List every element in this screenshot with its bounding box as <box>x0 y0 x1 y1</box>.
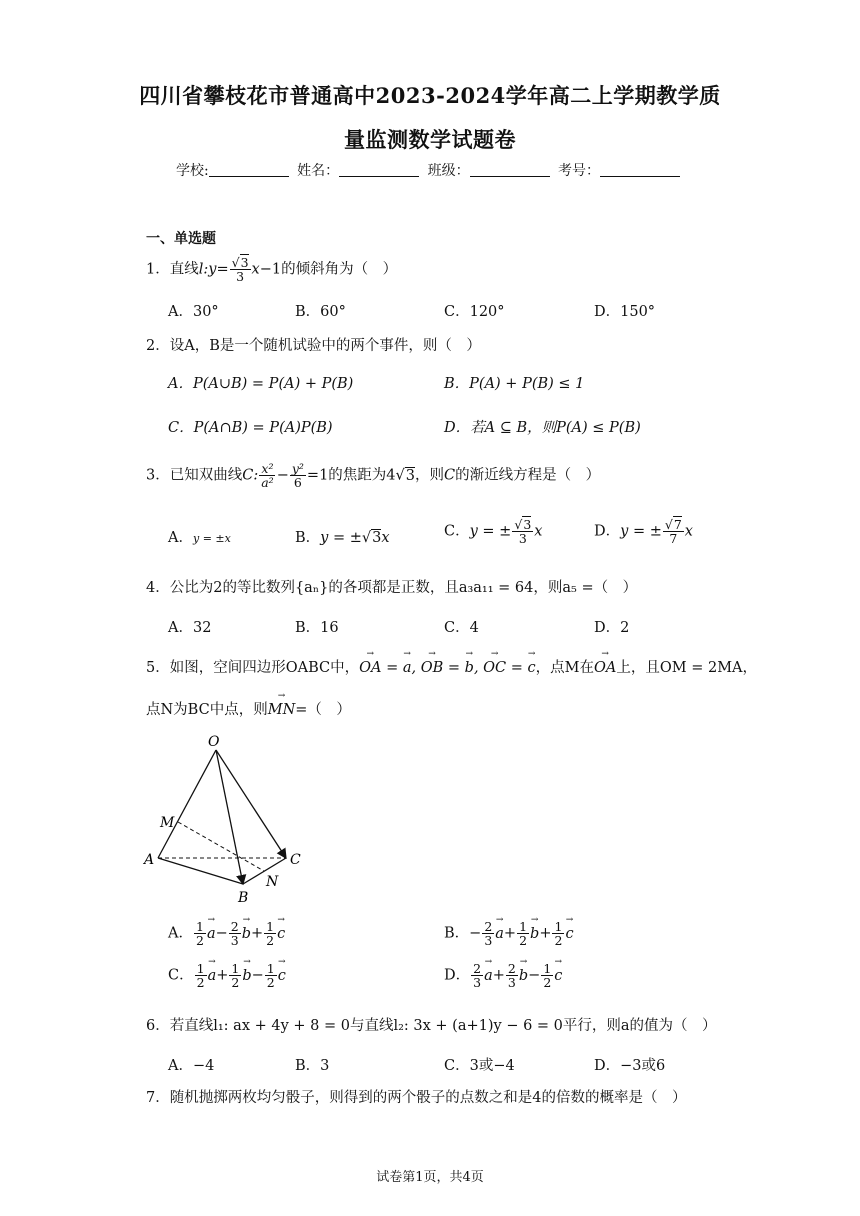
question-number: 4． <box>146 580 170 596</box>
name-label: 姓名： <box>297 163 340 179</box>
question-text: =（ ） <box>295 702 351 718</box>
school-label: 学校: <box>175 163 209 179</box>
label-c: C <box>290 852 301 868</box>
question-text: 上，且OM = 2MA， <box>616 660 758 676</box>
question-text: 若直线l₁: ax + 4y + 8 = 0与直线l₂: 3x + (a+1)y − 6 = 0平行，则a的值为（ ） <box>169 1018 717 1034</box>
tetrahedron-figure <box>140 730 320 910</box>
question-1: 1．直线l:y= $\frac{√3}{3}$ x−1的倾斜角为（ ） <box>146 255 398 285</box>
question-text: 如图，空间四边形OABC中， <box>169 660 360 676</box>
question-3: 3．已知双曲线C: $\frac{\text{x²}}{\text{a²}}$ − $\frac{\text{y²}}{6}$ =1的焦距为4√3，则C的渐近线方程是（ ） <box>146 461 601 491</box>
edge-bc <box>243 858 286 884</box>
question-number: 5． <box>146 660 170 676</box>
name-blank[interactable] <box>339 176 419 177</box>
question-7 <box>146 1086 686 1107</box>
q3-option-b[interactable]: B．y = ±√3x <box>295 530 390 546</box>
edge-ab <box>158 858 243 884</box>
q4-option-d[interactable]: D．2 <box>594 620 630 636</box>
q5-option-b[interactable]: B．− $\frac{2}{3}$ → a+ $\frac{1}{2}$ → b+ $\frac{1}{2}$ → c <box>444 920 574 947</box>
exam-title-line1: 四川省攀枝花市普通高中2023-2024学年高二上学期教学质 <box>139 83 721 108</box>
q4-option-b[interactable]: B．16 <box>295 620 339 636</box>
question-text: 已知双曲线 <box>169 467 243 484</box>
label-b: B <box>238 890 249 906</box>
segment-mn-dashed <box>178 822 264 871</box>
question-number: 3． <box>146 467 170 484</box>
question-text: 随机抛掷两枚均匀骰子，则得到的两个骰子的点数之和是4的倍数的概率是（ ） <box>169 1090 687 1106</box>
label-a: A <box>144 852 155 868</box>
exam-number-blank[interactable] <box>600 176 680 177</box>
q2-option-b[interactable]: B．P(A) + P(B) ≤ 1 <box>444 376 585 392</box>
question-5-line2: 点N为BC中点，则→ MN=（ ） <box>146 698 351 719</box>
question-4 <box>146 576 637 597</box>
label-n: N <box>266 874 279 890</box>
q1-option-b[interactable]: B．60° <box>295 304 346 320</box>
fraction: $\frac{\text{x²}}{\text{a²}}$ <box>261 461 274 491</box>
fraction: $\frac{√3}{3}$ <box>231 255 249 285</box>
question-text: 设A，B是一个随机试验中的两个事件，则（ ） <box>169 338 481 354</box>
q1-option-a[interactable]: A．30° <box>168 304 219 320</box>
student-info-fields <box>0 160 860 180</box>
question-number: 6． <box>146 1018 170 1034</box>
section-title: 一、单选题 <box>146 231 216 247</box>
q5-option-a[interactable]: A． $\frac{1}{2}$ → a− $\frac{2}{3}$ → b+ $\frac{1}{2}$ → c <box>168 920 285 947</box>
fraction: $\frac{\text{y²}}{6}$ <box>291 461 304 491</box>
question-text: 公比为2的等比数列{aₙ}的各项都是正数，且a₃a₁₁ = 64，则a₅ =（ ） <box>169 580 638 596</box>
question-number: 2． <box>146 338 170 354</box>
q4-option-c[interactable]: C．4 <box>444 620 479 636</box>
q1-option-c[interactable]: C．120° <box>444 304 505 320</box>
question-text: 直线 <box>169 261 199 278</box>
question-number: 1． <box>146 261 170 278</box>
question-text: 的倾斜角为（ ） <box>281 261 398 278</box>
edge-oa <box>158 750 216 858</box>
line-symbol: l <box>198 261 204 278</box>
class-blank[interactable] <box>470 176 550 177</box>
exam-title-line2: 量监测数学试题卷 <box>344 127 516 152</box>
question-text: 的焦距为 <box>328 467 387 484</box>
q3-option-a[interactable]: A．y = ±x <box>168 530 231 546</box>
exam-number-label: 考号： <box>558 163 601 179</box>
q5-option-d[interactable]: D． $\frac{2}{3}$ → a+ $\frac{2}{3}$ → b− $\frac{1}{2}$ → c <box>444 962 562 989</box>
q5-option-c[interactable]: C． $\frac{1}{2}$ → a+ $\frac{1}{2}$ → b− $\frac{1}{2}$ → c <box>168 962 286 989</box>
q4-option-a[interactable]: A．32 <box>168 620 212 636</box>
q2-option-d[interactable]: D．若A ⊆ B，则P(A) ≤ P(B) <box>444 420 641 436</box>
q2-option-a[interactable]: A．P(A∪B) = P(A) + P(B) <box>168 376 354 392</box>
question-text: ，点M在 <box>535 660 595 676</box>
label-o: O <box>208 734 220 750</box>
question-5: 5．如图，空间四边形OABC中，→ OA = → a, → OB = → b, → OC = → c，点M在→ OA上，且OM = 2MA， <box>146 656 757 677</box>
school-blank[interactable] <box>209 176 289 177</box>
q6-option-c[interactable]: C．3或−4 <box>444 1058 515 1074</box>
q3-option-d[interactable]: D．y = ± $\frac{√7}{7}$ x <box>594 517 693 547</box>
question-2 <box>146 334 481 355</box>
q2-option-c[interactable]: C．P(A∩B) = P(A)P(B) <box>168 420 333 436</box>
question-number: 7． <box>146 1090 170 1106</box>
class-label: 班级： <box>427 163 470 179</box>
q3-option-c[interactable]: C．y = ± $\frac{√3}{3}$ x <box>444 517 543 547</box>
q6-option-a[interactable]: A．−4 <box>168 1058 215 1074</box>
label-m: M <box>160 815 175 831</box>
question-text: 点N为BC中点，则 <box>146 702 268 718</box>
q6-option-d[interactable]: D．−3或6 <box>594 1058 666 1074</box>
question-6 <box>146 1014 717 1035</box>
q6-option-b[interactable]: B．3 <box>295 1058 330 1074</box>
page-footer: 试卷第1页，共4页 <box>376 1170 484 1185</box>
question-text: 的渐近线方程是（ ） <box>455 467 601 484</box>
q1-option-d[interactable]: D．150° <box>594 304 656 320</box>
